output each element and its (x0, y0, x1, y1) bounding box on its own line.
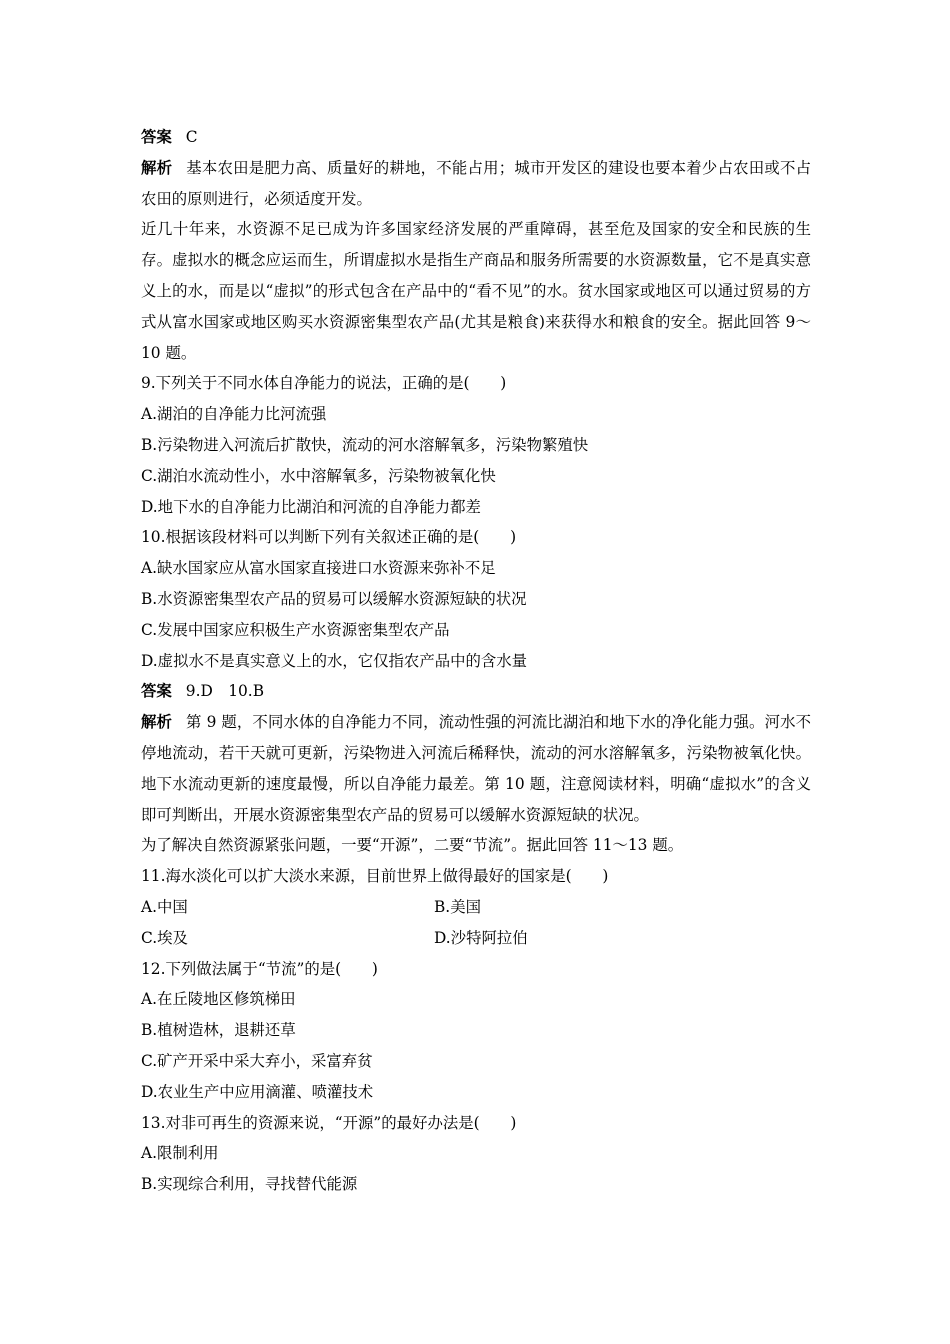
question-11-option-b: B.美国 (434, 897, 481, 916)
question-9-option-b: B.污染物进入河流后扩散快，流动的河水溶解氧多，污染物繁殖快 (141, 435, 589, 454)
question-10-option-c: C.发展中国家应积极生产水资源密集型农产品 (141, 620, 450, 639)
question-13-option-a: A.限制利用 (141, 1144, 219, 1163)
answer-9-10 (141, 676, 811, 707)
question-9-option-d: D.地下水的自净能力比湖泊和河流的自净能力都差 (141, 497, 481, 516)
answer-label: 答案 (141, 682, 172, 701)
question-12-stem: 12.下列做法属于“节流”的是( ) (141, 959, 378, 978)
question-11-stem: 11.海水淡化可以扩大淡水来源，目前世界上做得最好的国家是( ) (141, 867, 609, 886)
question-10-option-d: D.虚拟水不是真实意义上的水，它仅指农产品中的含水量 (141, 651, 528, 670)
answer-label: 答案 (141, 128, 172, 146)
prev-analysis (141, 153, 811, 215)
question-9-option-a: A.湖泊的自净能力比河流强 (141, 405, 327, 424)
question-10-option-b: B.水资源密集型农产品的贸易可以缓解水资源短缺的状况 (141, 589, 527, 608)
question-11-options-row-2 (141, 923, 811, 954)
question-12-option-b: B.植树造林，退耕还草 (141, 1021, 296, 1040)
question-11-option-a: A.中国 (141, 897, 188, 916)
analysis-text: 基本农田是肥力高、质量好的耕地，不能占用；城市开发区的建设也要本着少占农田或不占农田的原则进行，必须适度开发。 (141, 158, 811, 208)
analysis-9-10 (141, 707, 811, 830)
question-11-option-d: D.沙特阿拉伯 (434, 928, 528, 947)
question-11-options-row-1 (141, 892, 811, 923)
question-10-option-a: A.缺水国家应从富水国家直接进口水资源来弥补不足 (141, 559, 496, 578)
answer-value: C (185, 128, 198, 146)
question-13-stem: 13.对非可再生的资源来说，“开源”的最好办法是( ) (141, 1113, 517, 1132)
analysis-label: 解析 (141, 158, 173, 177)
question-9-stem: 9.下列关于不同水体自净能力的说法，正确的是( ) (141, 374, 507, 393)
question-12-option-a: A.在丘陵地区修筑梯田 (141, 990, 296, 1009)
passage-virtual-water: 近几十年来，水资源不足已成为许多国家经济发展的严重障碍，甚至危及国家的安全和民族的生存。虚拟水的概念应运而生，所谓虚拟水是指生产商品和服务所需要的水资源数量，它不是真实意义上的水，而是以“虚拟”的形式包含在产品中的“看不见”的水。贫水国家或地区可以通过贸易的方式从富水国家或地区购买水资源密集型农产品(尤其是粮食)来获得水和粮食的安全。据此回答 9～10 题。 (141, 220, 811, 362)
prev-answer (141, 122, 811, 153)
question-13-option-b: B.实现综合利用，寻找替代能源 (141, 1175, 358, 1194)
analysis-label: 解析 (141, 713, 173, 732)
passage-resources: 为了解决自然资源紧张问题，一要“开源”，二要“节流”。据此回答 11～13 题。 (141, 836, 684, 855)
analysis-text: 第 9 题，不同水体的自净能力不同，流动性强的河流比湖泊和地下水的净化能力强。河水不停地流动，若干天就可更新，污染物进入河流后稀释快，流动的河水溶解氧多，污染物被氧化快。地下水流动更新的速度最慢，所以自净能力最差。第 10 题，注意阅读材料，明确“虚拟水”的含义即可判断出，开展水资源密集型农产品的贸易可以缓解水资源短缺的状况。 (141, 713, 811, 824)
question-12-option-c: C.矿产开采中采大弃小，采富弃贫 (141, 1051, 373, 1070)
question-11-option-c: C.埃及 (141, 928, 188, 947)
question-9-option-c: C.湖泊水流动性小，水中溶解氧多，污染物被氧化快 (141, 466, 496, 485)
question-12-option-d: D.农业生产中应用滴灌、喷灌技术 (141, 1082, 374, 1101)
answer-value: 9.D 10.B (185, 682, 264, 701)
question-10-stem: 10.根据该段材料可以判断下列有关叙述正确的是( ) (141, 528, 517, 547)
page-content (141, 122, 811, 1200)
